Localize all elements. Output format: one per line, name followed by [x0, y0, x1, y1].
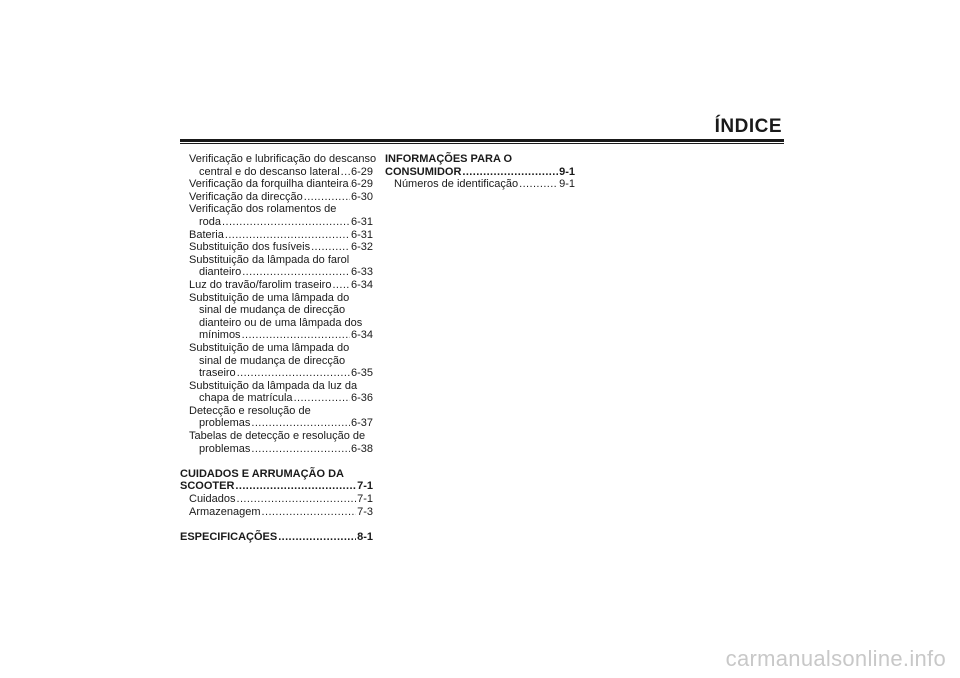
toc-section-heading[interactable] [385, 166, 575, 179]
toc-page-number: 9-1 [559, 165, 575, 178]
toc-entry[interactable] [180, 493, 373, 506]
toc-entry-text: mínimos [199, 329, 241, 342]
toc-page-number: 6-36 [350, 392, 373, 405]
toc-entry-text: Luz do travão/farolim traseiro [189, 278, 332, 291]
header-rule [180, 139, 784, 142]
toc-page-number: 6-29 [350, 165, 373, 178]
watermark: carmanualsonline.info [725, 646, 946, 671]
toc-section-heading [180, 468, 373, 481]
toc-leader-dots [341, 166, 350, 179]
toc-leader-dots [278, 531, 356, 544]
toc-entry-text: central e do descanso lateral [199, 165, 340, 178]
toc-entry-text: CONSUMIDOR [385, 165, 462, 178]
toc-entry [180, 380, 373, 393]
toc-entry-text: Substituição de uma lâmpada do [189, 291, 350, 304]
toc-entry [180, 153, 377, 166]
toc-leader-dots [242, 329, 350, 342]
toc-page-number: 6-37 [350, 417, 373, 430]
toc-page-number: 6-34 [350, 278, 373, 291]
toc-entry-text: sinal de mudança de direcção [199, 304, 346, 317]
toc-entry[interactable] [180, 329, 373, 342]
toc-entry[interactable] [385, 178, 575, 191]
toc-leader-dots [332, 279, 350, 292]
toc-page-number: 6-33 [350, 266, 373, 279]
toc-entry-text: dianteiro ou de uma lâmpada dos [199, 316, 363, 329]
toc-entry[interactable] [180, 506, 373, 519]
toc-entry-text: Verificação da forquilha dianteira [189, 178, 349, 191]
page-title: ÍNDICE [714, 116, 782, 137]
toc-right-column [385, 153, 575, 191]
toc-entry [180, 342, 373, 355]
toc-leader-dots [519, 178, 558, 191]
toc-leader-dots [235, 480, 356, 493]
toc-entry-text: CUIDADOS E ARRUMAÇÃO DA [180, 467, 344, 480]
toc-page-number: 7-1 [357, 493, 373, 506]
toc-leader-dots [462, 166, 558, 179]
toc-page-number: 7-3 [357, 505, 373, 518]
toc-leader-dots [236, 493, 356, 506]
toc-entry-text: Cuidados [189, 493, 236, 506]
toc-spacer [180, 518, 373, 531]
toc-entry-text: Substituição dos fusíveis [189, 241, 311, 254]
toc-entry [180, 304, 373, 317]
toc-section-heading[interactable] [180, 531, 373, 544]
toc-entry [180, 317, 373, 330]
toc-entry [180, 292, 373, 305]
toc-entry-text: problemas [199, 442, 251, 455]
toc-entry [180, 254, 373, 267]
toc-entry[interactable] [180, 417, 373, 430]
toc-page-number: 8-1 [357, 530, 373, 543]
toc-entry [180, 203, 373, 216]
header-rule-thin [180, 143, 784, 144]
toc-leader-dots [242, 266, 350, 279]
toc-entry-text: ESPECIFICAÇÕES [180, 530, 278, 543]
toc-entry-text: Tabelas de detecção e resolução de [189, 430, 366, 443]
toc-entry-text: SCOOTER [180, 480, 235, 493]
toc-entry [180, 355, 373, 368]
toc-entry-text: roda [199, 215, 222, 228]
toc-entry [180, 405, 373, 418]
toc-entry-text: Verificação da direcção [189, 190, 303, 203]
toc-page-number: 6-32 [350, 241, 373, 254]
toc-leader-dots [304, 191, 350, 204]
toc-entry[interactable] [180, 266, 373, 279]
toc-entry-text: Armazenagem [189, 505, 261, 518]
toc-entry[interactable] [180, 216, 373, 229]
toc-section-heading[interactable] [180, 480, 373, 493]
toc-entry[interactable] [180, 392, 373, 405]
toc-leader-dots [311, 241, 350, 254]
toc-spacer [180, 455, 373, 468]
toc-entry-text: sinal de mudança de direcção [199, 354, 346, 367]
toc-page-number: 6-30 [350, 190, 373, 203]
toc-entry[interactable] [180, 279, 373, 292]
toc-leader-dots [237, 367, 350, 380]
toc-leader-dots [294, 392, 350, 405]
toc-page-number: 6-35 [350, 367, 373, 380]
toc-entry-text: Substituição da lâmpada da luz da [189, 379, 358, 392]
toc-leader-dots [251, 417, 350, 430]
toc-entry-text: Detecção e resolução de [189, 404, 311, 417]
toc-leader-dots [225, 229, 350, 242]
toc-entry-text: dianteiro [199, 266, 242, 279]
toc-page-number: 6-31 [350, 228, 373, 241]
toc-leader-dots [262, 506, 357, 519]
toc-page-number: 9-1 [559, 178, 575, 191]
toc-page-number: 6-31 [350, 215, 373, 228]
toc-page-number: 6-34 [350, 329, 373, 342]
toc-entry[interactable] [180, 166, 373, 179]
toc-entry-text: Verificação dos rolamentos de [189, 203, 337, 216]
toc-entry-text: Bateria [189, 228, 224, 241]
toc-page-number: 6-38 [350, 442, 373, 455]
toc-entry-text: traseiro [199, 367, 236, 380]
toc-entry-text: Substituição de uma lâmpada do [189, 341, 350, 354]
toc-section-heading [385, 153, 575, 166]
toc-entry-text: Números de identificação [394, 178, 519, 191]
toc-page-number: 6-29 [350, 178, 373, 191]
toc-entry-text: chapa de matrícula [199, 392, 293, 405]
toc-entry-text: Verificação e lubrificação do descanso [189, 153, 377, 165]
toc-entry[interactable] [180, 241, 373, 254]
toc-leader-dots [251, 443, 350, 456]
toc-leader-dots [222, 216, 350, 229]
toc-entry[interactable] [180, 443, 373, 456]
toc-entry[interactable] [180, 367, 373, 380]
toc-entry[interactable] [180, 178, 373, 191]
toc-entry[interactable] [180, 191, 373, 204]
toc-page-number: 7-1 [357, 480, 373, 493]
toc-entry-text: INFORMAÇÕES PARA O [385, 153, 513, 165]
toc-entry-text: problemas [199, 417, 251, 430]
toc-entry-text: Substituição da lâmpada do farol [189, 253, 350, 266]
toc-left-column [180, 153, 377, 543]
toc-entry [180, 430, 373, 443]
toc-entry[interactable] [180, 229, 373, 242]
